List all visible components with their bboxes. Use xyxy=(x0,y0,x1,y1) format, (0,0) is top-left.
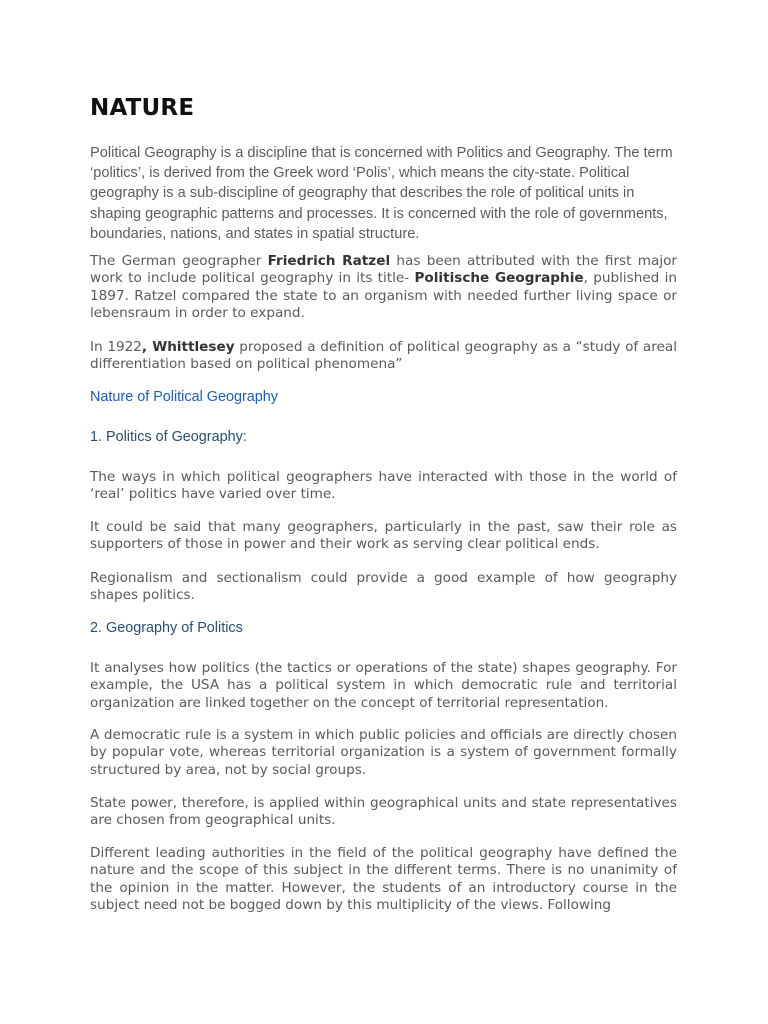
book-title: Politische Geographie xyxy=(414,270,584,287)
subheading-politics-of-geography: 1. Politics of Geography: xyxy=(90,429,247,445)
subheading-geography-of-politics: 2. Geography of Politics xyxy=(90,620,243,636)
ratzel-name: Friedrich Ratzel xyxy=(267,253,391,269)
whittlesey-name: , Whittlesey xyxy=(141,339,235,355)
paragraph: Regionalism and sectionalism could provide a good example of how geography shapes politics. xyxy=(90,570,677,604)
page-title: NATURE xyxy=(90,95,195,121)
paragraph: The ways in which political geographers have interacted with those in the world of ‘real’ politics have varied over time. xyxy=(90,469,677,503)
whittlesey-paragraph: In 1922, Whittlesey proposed a definition of political geography as a “study of areal differentiation based on political phenomena” xyxy=(90,339,677,373)
section-heading: Nature of Political Geography xyxy=(90,389,278,405)
ratzel-paragraph: The German geographer Friedrich Ratzel has been attributed with the first major work to include political geography in its title- Politische Geographie, published in 1897. Ratzel compared the state to an organism with needed further living space or lebensraum in order to expand. xyxy=(90,253,678,322)
intro-paragraph: Political Geography is a discipline that is concerned with Politics and Geography. The term ‘politics’, is derived from the Greek word ‘Polis’, which means the city-state. Political geography is a sub-discipline of geography that describes the role of political units in shaping geographic patterns and processes. It is concerned with the role of governments, boundaries, nations, and states in spatial structure. xyxy=(90,145,673,242)
paragraph: It could be said that many geographers, particularly in the past, saw their role as supporters of those in power and their work as serving clear political ends. xyxy=(90,519,677,553)
paragraph: A democratic rule is a system in which public policies and officials are directly chosen by popular vote, whereas territorial organization is a system of government formally structured by area, not by social groups. xyxy=(90,727,677,778)
paragraph: State power, therefore, is applied within geographical units and state representatives are chosen from geographical units. xyxy=(90,795,677,829)
paragraph: Different leading authorities in the field of the political geography have defined the nature and the scope of this subject in the different terms. There is no unanimity of the opinion in the matter. However, the students of an introductory course in the subject need not be bogged down by this multiplicity of the views. Following xyxy=(90,845,677,914)
paragraph: It analyses how politics (the tactics or operations of the state) shapes geography. For example, the USA has a political system in which democratic rule and territorial organization are linked together on the concept of territorial representation. xyxy=(90,660,677,711)
